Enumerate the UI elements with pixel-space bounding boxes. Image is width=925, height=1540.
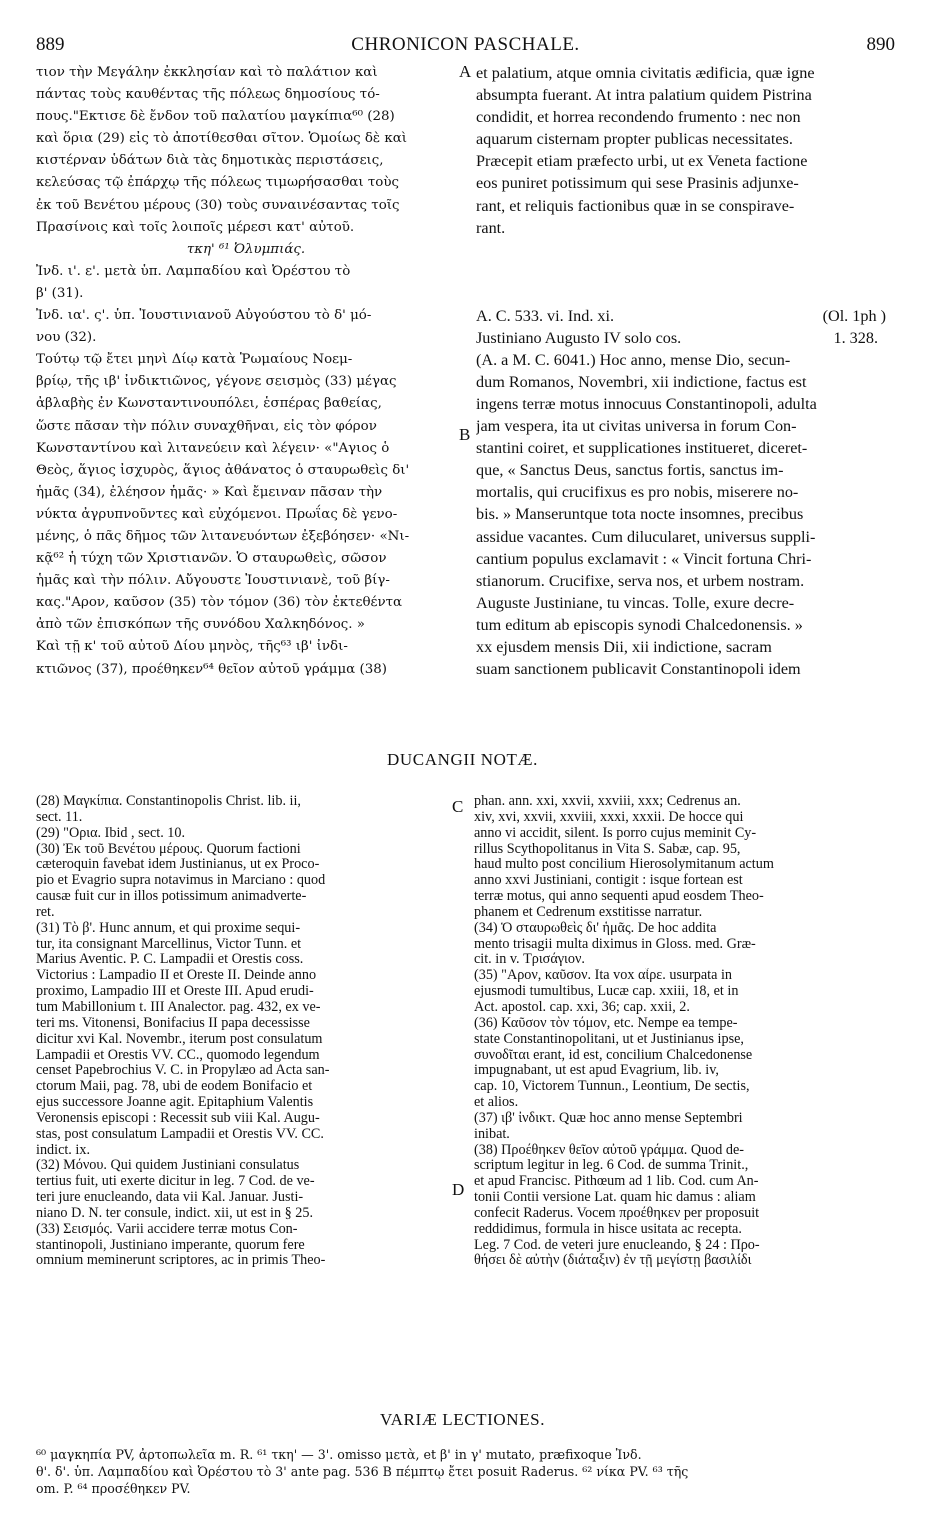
notes-heading: DUCANGII NOTÆ. — [387, 750, 538, 769]
latin-year-right-1: (Ol. 1ph ) — [822, 306, 886, 325]
marker-a: A — [459, 62, 472, 81]
note-line: phanem et Cedrenum exstitisse narratur. — [474, 904, 703, 920]
note-line: et alios. — [474, 1095, 519, 1111]
note-line: tum Mabillonium t. III Analector. pag. 432, ex ve- — [36, 999, 321, 1015]
greek-text-line: κᾷ⁶² ἡ τύχη τῶν Χριστιανῶν. Ὁ σταυρωθεὶς, σῶσον — [36, 551, 387, 567]
note-line: confecit Raderus. Vocem προέθηκεν per proposuit — [474, 1205, 760, 1221]
notes-right-text — [474, 794, 890, 1269]
variae-lectiones-text — [36, 1446, 892, 1497]
latin-text-line: condidit, et horrea recondendo frumento : nec non — [476, 108, 801, 127]
latin-text-line: stianorum. Crucifixe, serva nos, et urbem nostram. — [476, 571, 805, 590]
page-number-right: 890 — [866, 34, 895, 55]
notes-left-column — [36, 794, 450, 1269]
latin-text-line: suam sanctionem publicavit Constantinopoli idem — [476, 660, 801, 679]
latin-text-line: tum editum ab episcopis synodi Chalcedonensis. » — [476, 615, 803, 634]
latin-text-line: jam vespera, ita ut civitas universa in forum Con- — [476, 417, 797, 436]
note-line: (32) Μόνου. Qui quidem Justiniani consulatus — [36, 1158, 300, 1174]
note-line: (38) Προέθηκεν θεῖον αὐτοῦ γράμμα. Quod de- — [474, 1142, 745, 1158]
greek-text-line: μένης, ὁ πᾶς δῆμος τῶν λιτανευόντων ἐξεβόησεν· «Νι- — [36, 528, 410, 544]
greek-text-line: βρίῳ, τῆς ιβ' ἰνδικτιῶνος, γέγονε σεισμὸς (33) μέγας — [36, 374, 397, 390]
greek-year-line: Ἰνδ. ι'. ε'. μετὰ ὑπ. Λαμπαδίου καὶ Ὀρέστου τὸ — [36, 263, 351, 279]
greek-text-line: νύκτα ἀγρυπνοῦντες καὶ εὐχόμενοι. Πρωΐας δὲ γενο- — [36, 506, 398, 522]
latin-text-line: Præcepit etiam præfecto urbi, ut ex Veneta factione — [476, 152, 808, 171]
note-line: niano D. N. ter consule, indict. xii, ut est in § 25. — [36, 1205, 314, 1221]
note-line: state Constantinopolitani, ut et Justinianus ipse, — [474, 1031, 744, 1047]
note-line: (28) Μαγκίπια. Constantinopolis Christ. lib. ii, — [36, 794, 301, 809]
variant-reading-line: om. P. ⁶⁴ προσέθηκεν PV. — [36, 1481, 191, 1496]
greek-body-paragraph — [36, 349, 456, 680]
latin-text-line: bis. » Manseruntque tota nocte insomnes, precibus — [476, 505, 804, 524]
note-line: (30) Ἐκ τοῦ Βενέτου μέρους. Quorum factioni — [36, 841, 301, 857]
greek-text-line: ἡμᾶς καὶ τὴν πόλιν. Αὔγουστε Ἰουστινιανὲ, τοῦ βίγ- — [36, 573, 390, 589]
note-line: censet Papebrochius V. C. in Propylæo ad Acta san- — [36, 1063, 330, 1079]
greek-text-line: Κωνσταντίνου καὶ λιτανεύειν καὶ λέγειν· «"Αγιος ὁ — [36, 440, 390, 456]
latin-text-line: xx ejusdem mensis Dii, xii indictione, sacram — [476, 637, 772, 656]
greek-text-line: κας."Αρον, καῦσον (35) τὸν τόμον (36) τὸν ἐκτεθέντα — [36, 595, 403, 611]
notes-right-column — [474, 794, 890, 1269]
note-line: ejus successore Joanne agit. Epitaphium Valentis — [36, 1095, 314, 1111]
note-line: (33) Σεισμός. Varii accidere terræ motus Con- — [36, 1221, 298, 1237]
note-line: (34) Ὁ σταυρωθεὶς δι' ἡμᾶς. De hoc addita — [474, 920, 717, 936]
note-line: ret. — [36, 904, 55, 920]
greek-text-line: ἐκ τοῦ Βενέτου μέρους (30) τοὺς συναινέσαντας τοῖς — [36, 197, 400, 213]
greek-text-line: ἡμᾶς (34), ἐλέησον ἡμᾶς· » Καὶ ἔμειναν πᾶσαν τὴν — [36, 484, 383, 500]
note-line: teri jure enucleando, data vii Kal. Januar. Justi- — [36, 1190, 304, 1206]
variae-lectiones-block — [36, 1446, 892, 1497]
latin-text-line: aquarum cisternam propter publicas necessitates. — [476, 130, 793, 149]
latin-text-line: absumpta fuerant. At intra palatium quidem Pistrina — [476, 86, 812, 105]
note-line: rillus Scythopolitanus in Vita S. Sabæ, cap. 95, — [474, 841, 741, 857]
greek-text-line: Θεὸς, ἅγιος ἰσχυρὸς, ἅγιος ἀθάνατος ὁ σταυρωθεὶς δι' — [36, 462, 410, 478]
latin-year-line-2 — [476, 327, 890, 349]
variant-reading-line: ⁶⁰ μαγκηπία PV, ἀρτοπωλεῖα m. R. ⁶¹ τκη' — 3'. omisso μετὰ, et β' in γ' mutato, præfixoque Ἰνδ. — [36, 1447, 642, 1462]
latin-text-line: Auguste Justiniane, tu vincas. Tolle, exure decre- — [476, 593, 795, 612]
note-line: ejusmodi tumultibus, Lucæ cap. xxiii, 18, et in — [474, 984, 739, 1000]
note-line: xiv, xvi, xxvii, xxviii, xxxi, xxxii. De hocce qui — [474, 809, 744, 825]
running-title: CHRONICON PASCHALE. — [351, 34, 580, 55]
marker-b: B — [459, 425, 471, 444]
note-line: ctorum Maii, pag. 78, ubi de eodem Bonifacio et — [36, 1079, 313, 1095]
note-line: scriptum legitur in leg. 6 Cod. de summa Trinit., — [474, 1158, 749, 1174]
greek-year-line: νου (32). — [36, 330, 97, 346]
note-line: Leg. 7 Cod. de veteri jure enucleando, § 24 : Προ- — [474, 1237, 760, 1253]
note-line: teri ms. Vitonensi, Bonifacius II papa decessisse — [36, 1015, 310, 1031]
note-line: Victorius : Lampadio II et Oreste II. Deinde anno — [36, 968, 317, 984]
latin-body-paragraph — [476, 349, 890, 680]
note-line: (31) Τὸ β'. Hunc annum, et qui proxime sequi- — [36, 920, 301, 936]
greek-text-line: ὥστε πᾶσαν τὴν πόλιν συναχθῆναι, εἰς τὸν φόρον — [36, 418, 377, 434]
note-line: reddidimus, formula in hisce usitata ac recepta. — [474, 1221, 742, 1237]
latin-text-line: assidue vacantes. Cum dilucularet, universus suppli- — [476, 527, 816, 546]
note-line: phan. ann. xxi, xxvii, xxviii, xxx; Cedrenus an. — [474, 794, 741, 809]
note-line: indict. ix. — [36, 1142, 90, 1158]
latin-text-line: mortalis, qui crucifixus es pro nobis, miserere no- — [476, 483, 799, 502]
note-line: mento trisagii multa diximus in Gloss. med. Græ- — [474, 936, 756, 952]
note-line: cit. in v. Τρισάγιον. — [474, 952, 585, 968]
note-line: tertius fuit, uti exerte dicitur in leg. 7 Cod. de ve- — [36, 1174, 315, 1190]
greek-text-line: Καὶ τῇ κ' τοῦ αὐτοῦ Δίου μηνὸς, τῆς⁶³ ιβ' ἰνδι- — [36, 639, 348, 655]
greek-text-line: ἀπὸ τῶν ἐπισκόπων τῆς συνόδου Χαλκηδόνος. » — [36, 617, 365, 633]
note-line: Act. apostol. cap. xxi, 36; cap. xxii, 2. — [474, 999, 690, 1015]
greek-text-line: πους."Εκτισε δὲ ἔνδον τοῦ παλατίου μαγκίπια⁶⁰ (28) — [36, 109, 395, 125]
greek-text-line: κελεύσας τῷ ἐπάρχῳ τῆς πόλεως τιμωρήσασθαι τοὺς — [36, 175, 399, 191]
note-line: omnium meminerunt scriptores, ac in primis Theo- — [36, 1253, 326, 1269]
note-line: (36) Καῦσον τὸν τόμον, etc. Nempe ea tempe- — [474, 1015, 738, 1031]
latin-year-right-2: 1. 328. — [833, 328, 878, 347]
note-line: anno vi accidit, silent. Is porro cujus meminit Cy- — [474, 825, 757, 841]
note-line: tonii Contii versione Lat. quam hic damus : aliam — [474, 1190, 756, 1206]
note-line: Veronensis episcopi : Recessit sub viii Kal. Augu- — [36, 1110, 320, 1126]
note-line: et apud Francisc. Pithœum ad 1 lib. Cod. cum An- — [474, 1174, 759, 1190]
note-line: cæteroquin favebat idem Justinianus, ut ex Proco- — [36, 857, 320, 873]
variae-lectiones-heading: VARIÆ LECTIONES. — [379, 1410, 546, 1429]
note-line: (29) "Ορια. Ibid , sect. 10. — [36, 825, 186, 841]
greek-text-line: καὶ ὅρια (29) εἰς τὸ ἀποτίθεσθαι σῖτον. Ὁμοίως δὲ καὶ — [36, 131, 408, 147]
note-line: Marius Aventic. P. C. Lampadii et Orestis coss. — [36, 952, 304, 968]
marker-c: C — [452, 797, 464, 816]
latin-text-line: eos puniret potissimum qui sese Prasinis adjunxe- — [476, 174, 799, 193]
latin-year-left-1: A. C. 533. vi. Ind. xi. — [476, 306, 615, 325]
greek-text-line: τιον τὴν Μεγάλην ἐκκλησίαν καὶ τὸ παλάτιον καὶ — [36, 65, 378, 80]
greek-text-column — [36, 62, 456, 681]
note-line: pio et Evagrio supra notavimus in Marciano : quod — [36, 873, 326, 889]
note-line: tur, ita consignant Marcellinus, Victor Tunn. et — [36, 936, 302, 952]
latin-text-line: rant, et reliquis factionibus quæ in se conspirave- — [476, 196, 795, 215]
greek-text-line: πάντας τοὺς καυθέντας τῆς πόλεως δημοσίους τό- — [36, 87, 380, 103]
greek-text-line: Πρασίνοις καὶ τοῖς λοιποῖς μέρεσι κατ' αὐτοῦ. — [36, 219, 355, 235]
note-line: cap. 10, Victorem Tunnun., Leontium, De sectis, — [474, 1079, 750, 1095]
latin-text-line: ingens terræ motus innocuus Constantinopoli, adulta — [476, 394, 817, 413]
note-line: (37) ιβ' ἰνδικτ. Quæ hoc anno mense Septembri — [474, 1110, 743, 1126]
note-line: sect. 11. — [36, 809, 83, 825]
page-header — [36, 34, 895, 58]
latin-spacer — [476, 239, 890, 305]
greek-main-paragraph — [36, 62, 456, 239]
page-number-left: 889 — [36, 34, 65, 55]
greek-year-line: Ἰνδ. ια'. ς'. ὑπ. Ἰουστινιανοῦ Αὐγούστου τὸ δ' μό- — [36, 308, 372, 324]
note-line: stantinopoli, Justiniano imperante, quorum fere — [36, 1237, 305, 1253]
latin-year-left-2: Justiniano Augusto IV solo cos. — [476, 328, 682, 347]
note-line: causæ fuit cur in illos potissimum animadverte- — [36, 889, 307, 905]
note-line: anno xxvi Justiniani, contigit : isque fortean est — [474, 873, 743, 889]
note-line: impugnabant, ut est apud Evagrium, lib. iv, — [474, 1063, 719, 1079]
note-line: proximo, Lampadio III et Oreste III. Apud erudi- — [36, 984, 314, 1000]
greek-text-line: Τούτῳ τῷ ἔτει μηνὶ Δίῳ κατὰ Ῥωμαίους Νοεμ- — [36, 352, 353, 368]
greek-year-entries — [36, 261, 456, 349]
note-line: Lampadii et Orestis VV. CC., quomodo legendum — [36, 1047, 320, 1063]
latin-main-paragraph — [476, 62, 890, 239]
latin-text-line: stantini coiret, et supplicationes institueret, diceret- — [476, 439, 808, 458]
note-line: haud multo post concilium Hierosolymitanum actum — [474, 857, 774, 873]
variant-reading-line: θ'. δ'. ὑπ. Λαμπαδίου καὶ Ὀρέστου τὸ 3' ante pag. 536 B πέμπτῳ ἔτει posuit Raderus. ⁶² νίκα PV. ⁶³ τῆς — [36, 1464, 689, 1479]
note-line: inibat. — [474, 1126, 510, 1142]
note-line: θήσει δὲ αὐτὴν (διάταξιν) ἐν τῇ μεγίστῃ βασιλίδι — [474, 1253, 752, 1269]
greek-text-line: κτιῶνος (37), προέθηκεν⁶⁴ θεῖον αὐτοῦ γράμμα (38) — [36, 661, 387, 677]
latin-text-line: et palatium, atque omnia civitatis ædificia, quæ igne — [476, 64, 815, 82]
note-line: stas, post consulatum Lampadii et Orestis VV. CC. — [36, 1126, 324, 1142]
greek-text-line: ἀβλαβὴς ἐν Κωνσταντινουπόλει, ἑσπέρας βαθείας, — [36, 396, 382, 412]
greek-year-line: β' (31). — [36, 285, 84, 301]
olympiad-heading: τκη' ⁶¹ Ὀλυμπιάς. — [186, 241, 306, 257]
note-line: (35) "Αρον, καῦσον. Ita vox αἶρε. usurpata in — [474, 968, 733, 984]
latin-text-line: rant. — [476, 218, 506, 237]
note-line: terræ motus, qui anno sequenti apud eosdem Theo- — [474, 889, 764, 905]
latin-text-line: dum Romanos, Novembri, xii indictione, factus est — [476, 372, 807, 391]
note-line: dicitur xvi Kal. Novembr., iterum post consulatum — [36, 1031, 323, 1047]
latin-text-column — [476, 62, 890, 680]
latin-text-line: cantium populus exclamavit : « Vincit fortuna Chri- — [476, 549, 812, 568]
notes-left-text — [36, 794, 450, 1269]
greek-text-line: κιστέρναν ὑδάτων διὰ τὰς δημοτικὰς περιστάσεις, — [36, 153, 384, 169]
marker-d: D — [452, 1180, 465, 1199]
latin-text-line: que, « Sanctus Deus, sanctus fortis, sanctus im- — [476, 461, 784, 480]
latin-text-line: (A. a M. C. 6041.) Hoc anno, mense Dio, secun- — [476, 350, 791, 369]
note-line: συνοδῖται erant, id est, concilium Chalcedonense — [474, 1047, 753, 1063]
latin-year-line-1 — [476, 305, 890, 327]
